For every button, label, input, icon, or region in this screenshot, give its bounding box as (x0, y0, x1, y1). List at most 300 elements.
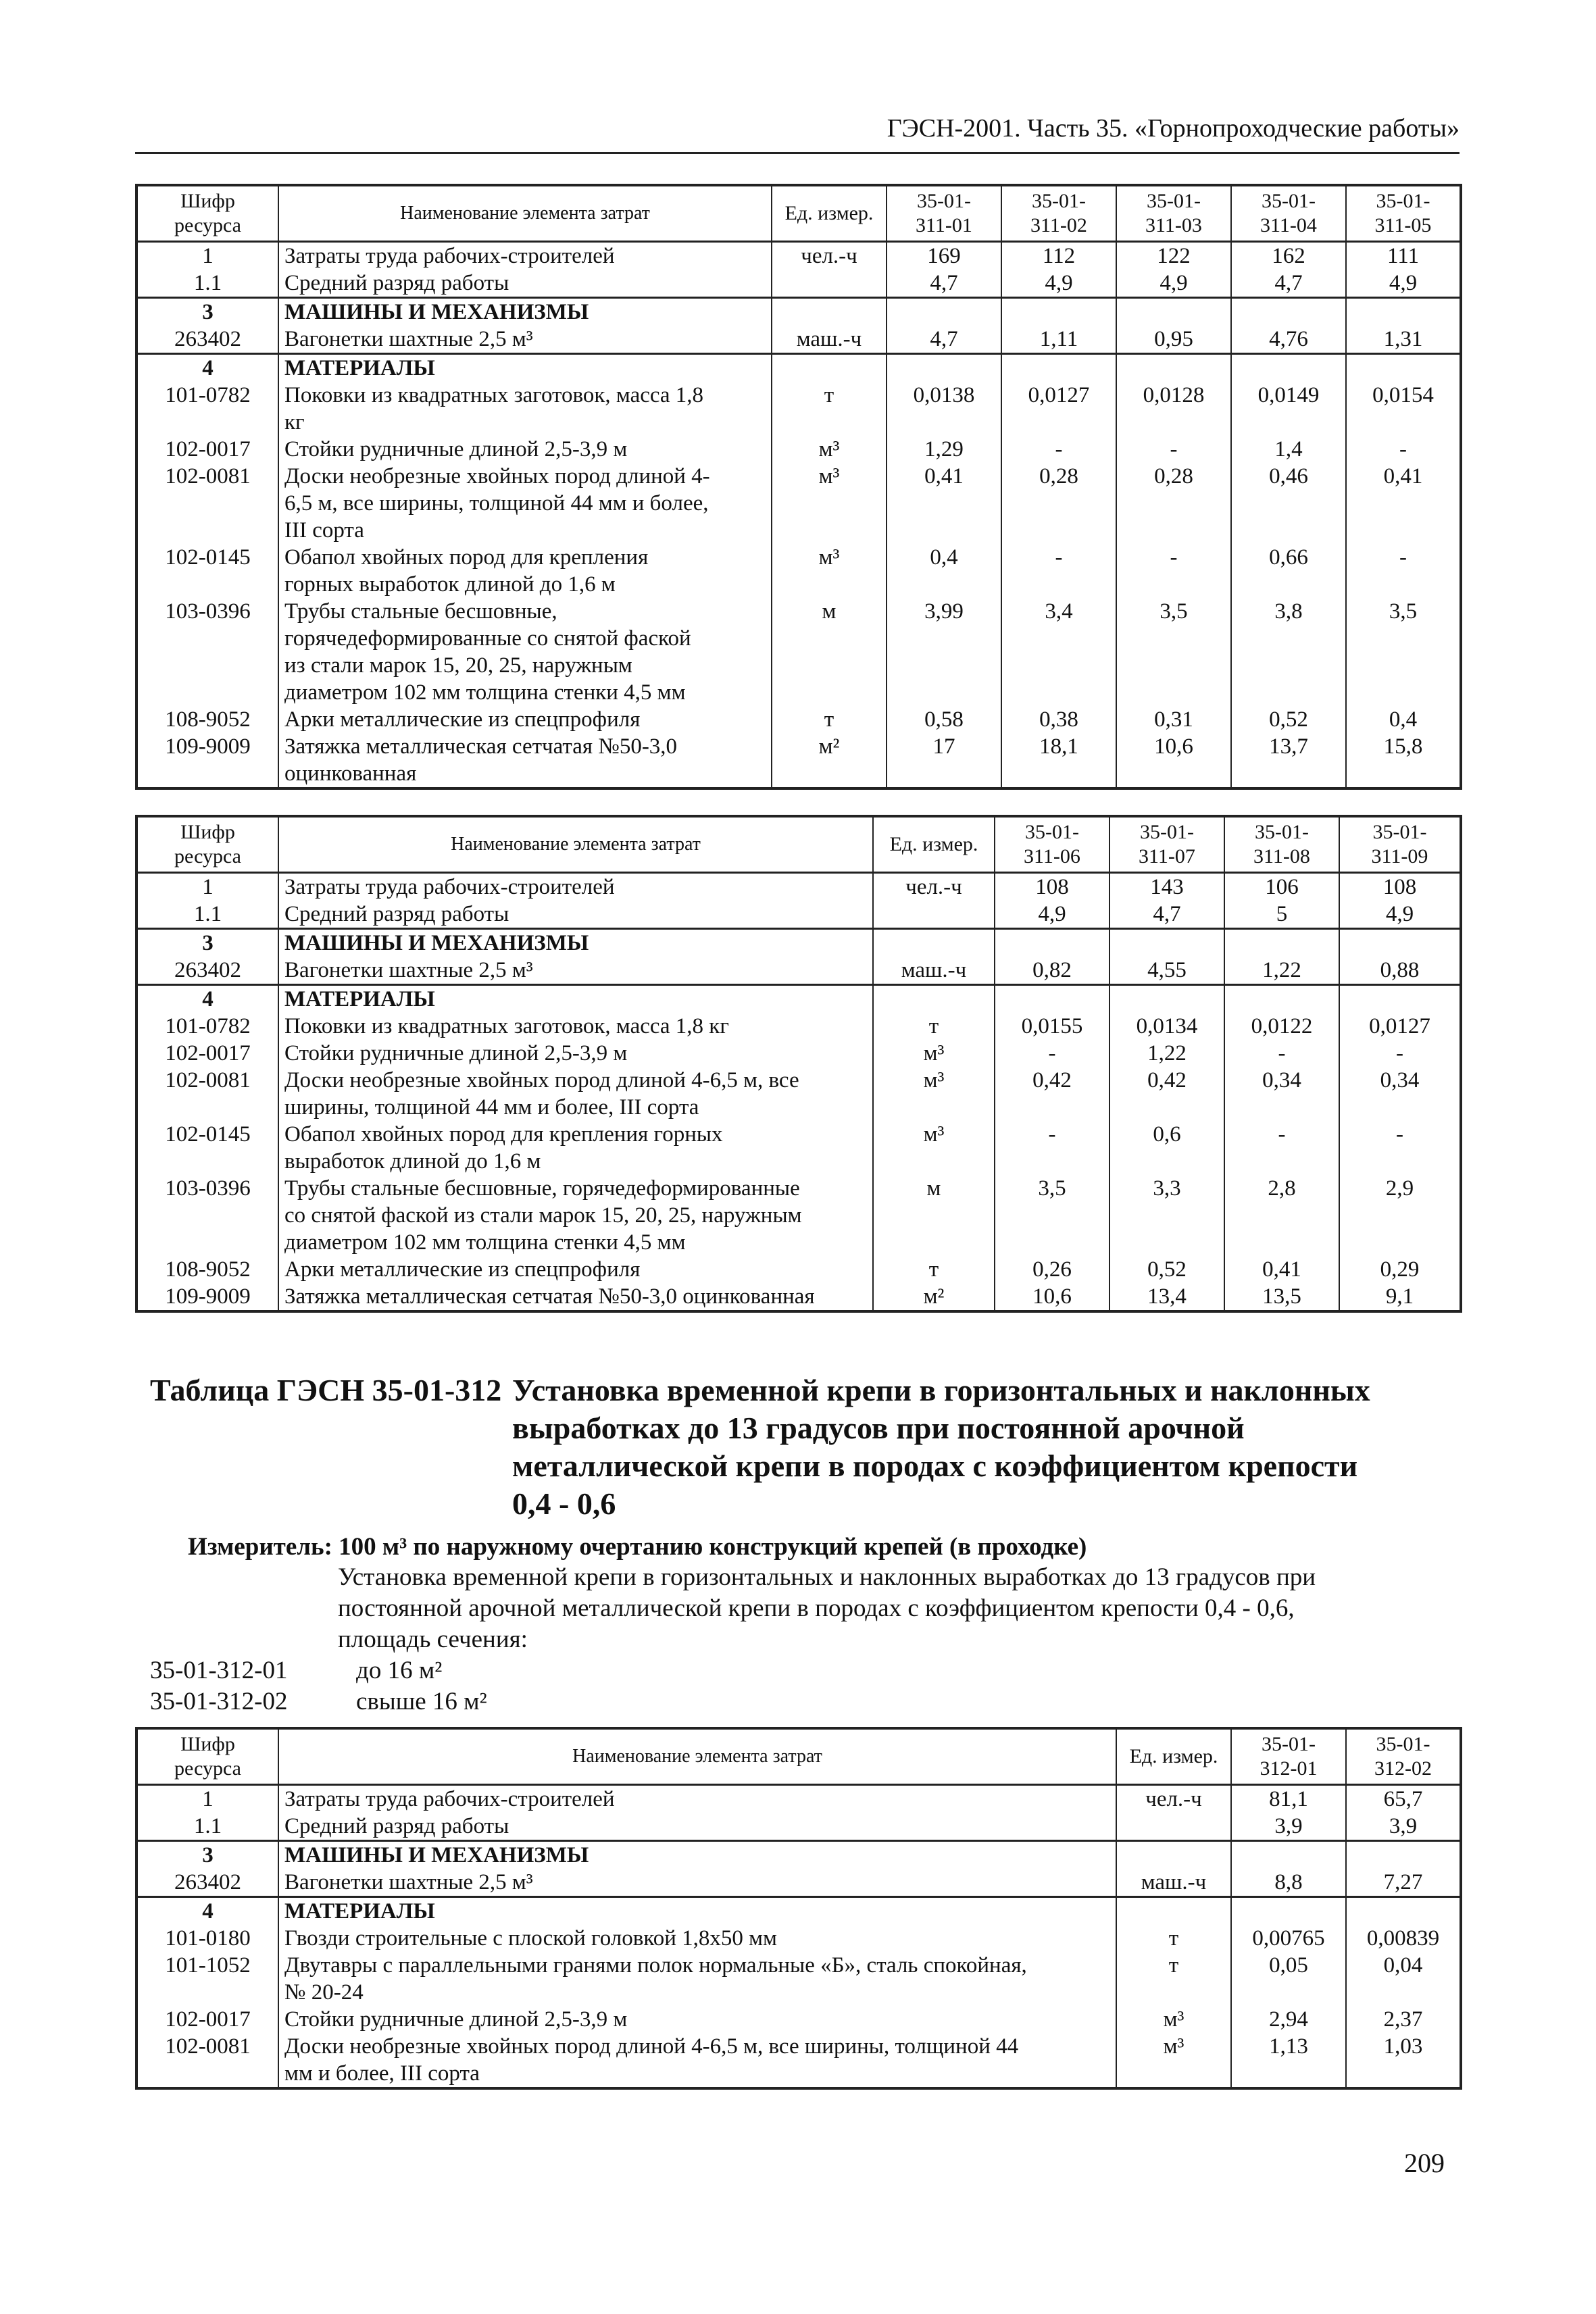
table-row (136, 1897, 1461, 1926)
resource-table-311-01-05 (135, 184, 1462, 790)
table-row (136, 354, 1461, 382)
norm-value (1339, 929, 1461, 957)
header-name: Наименование элемента затрат (278, 1728, 1116, 1785)
norm-value: 2,94 (1231, 2006, 1346, 2033)
norm-value: 0,05 (1231, 1952, 1346, 2006)
resource-code: 108-9052 (136, 1256, 278, 1283)
resource-name (278, 242, 772, 270)
norm-value: 0,0127 (1339, 1013, 1461, 1040)
norm-value: - (1224, 1121, 1339, 1175)
resource-name (278, 270, 772, 298)
header-norm-line: 311-06 (1024, 845, 1080, 867)
resource-code: 102-0145 (136, 1121, 278, 1175)
norm-value: 0,52 (1231, 706, 1346, 733)
resource-unit: м³ (772, 463, 887, 544)
resource-code: 102-0081 (136, 2033, 278, 2088)
norm-value (1346, 1841, 1461, 1869)
norm-value (995, 985, 1109, 1013)
norm-value: 0,0134 (1109, 1013, 1224, 1040)
resource-unit (772, 270, 887, 298)
table-row (136, 733, 1461, 788)
norm-value: 0,88 (1339, 957, 1461, 985)
header-norm-line: 35-01- (1140, 821, 1194, 843)
norm-value: 0,4 (1346, 706, 1461, 733)
norm-value: 3,9 (1231, 1813, 1346, 1841)
norm-value: 0,4 (887, 544, 1001, 598)
header-norm-line: 312-01 (1260, 1757, 1318, 1780)
norm-value: 0,0155 (995, 1013, 1109, 1040)
resource-name (278, 1175, 873, 1256)
norm-value: 2,9 (1339, 1175, 1461, 1256)
resource-name (278, 544, 772, 598)
header-norm-code (995, 816, 1109, 873)
resource-code: 263402 (136, 957, 278, 985)
header-norm-line: 35-01- (1025, 821, 1079, 843)
norm-value: 4,7 (887, 326, 1001, 354)
resource-name (278, 957, 873, 985)
norm-value: 0,04 (1346, 1952, 1461, 2006)
measure-unit: Измеритель: 100 м³ по наружному очертанию конструкций крепей (в проходке) (188, 1533, 1087, 1561)
norm-value: 4,9 (1339, 901, 1461, 929)
resource-unit: чел.-ч (772, 242, 887, 270)
norm-value: 4,9 (1116, 270, 1231, 298)
resource-name-line: оцинкованная (284, 761, 417, 786)
header-norm-line: 35-01- (1262, 190, 1316, 212)
resource-unit: м² (772, 733, 887, 788)
resource-name (278, 1952, 1116, 2006)
table-header (136, 185, 1461, 242)
resource-unit: чел.-ч (1116, 1785, 1231, 1813)
resource-code: 103-0396 (136, 1175, 278, 1256)
resource-name-line: III сорта (284, 518, 364, 543)
resource-unit: м³ (772, 436, 887, 463)
running-header: ГЭСН-2001. Часть 35. «Горнопроходческие работы» (135, 114, 1460, 154)
norm-value (1224, 985, 1339, 1013)
table-row (136, 598, 1461, 706)
table-row (136, 1256, 1461, 1283)
norm-value: 4,55 (1109, 957, 1224, 985)
header-code-line: ресурса (174, 214, 241, 236)
resource-unit: т (1116, 1952, 1231, 2006)
norm-value: - (995, 1040, 1109, 1067)
resource-name (278, 2033, 1116, 2088)
resource-name-line: выработок длиной до 1,6 м (284, 1149, 541, 1174)
description-line: Установка временной крепи в горизонтальных и наклонных выработках до 13 градусов при (338, 1563, 1316, 1591)
norm-value: 108 (995, 873, 1109, 901)
resource-name (278, 1121, 873, 1175)
header-code (136, 816, 278, 873)
norm-value: - (1116, 436, 1231, 463)
norm-value: 1,31 (1346, 326, 1461, 354)
norm-value: 9,1 (1339, 1283, 1461, 1311)
norm-value: 0,34 (1339, 1067, 1461, 1121)
resource-code: 102-0145 (136, 544, 278, 598)
norm-value: 143 (1109, 873, 1224, 901)
header-norm-line: 35-01- (1147, 190, 1201, 212)
header-norm-line: 311-03 (1145, 214, 1202, 236)
norm-value: 0,0149 (1231, 382, 1346, 436)
header-norm-line: 311-08 (1253, 845, 1310, 867)
resource-unit: маш.-ч (873, 957, 995, 985)
table-row (136, 706, 1461, 733)
resource-unit: м³ (873, 1067, 995, 1121)
header-norm-line: 35-01- (1255, 821, 1309, 843)
norm-value: 0,82 (995, 957, 1109, 985)
norm-value: 0,38 (1001, 706, 1116, 733)
header-norm-line: 311-02 (1030, 214, 1087, 236)
norm-value: - (1001, 544, 1116, 598)
norm-value: 3,4 (1001, 598, 1116, 706)
norm-value: 108 (1339, 873, 1461, 901)
table-body (136, 873, 1461, 1312)
norm-value: 0,00839 (1346, 1925, 1461, 1952)
resource-code: 102-0081 (136, 1067, 278, 1121)
resource-name (278, 1841, 1116, 1869)
header-code-line: ресурса (174, 845, 241, 867)
resource-name (278, 382, 772, 436)
resource-name (278, 1040, 873, 1067)
resource-code: 101-0180 (136, 1925, 278, 1952)
table-row (136, 436, 1461, 463)
norm-value: 0,41 (1224, 1256, 1339, 1283)
norm-value (1346, 354, 1461, 382)
header-norm-line: 311-04 (1260, 214, 1317, 236)
header-norm-line: 35-01- (1032, 190, 1086, 212)
norm-value: 65,7 (1346, 1785, 1461, 1813)
norm-value: 3,5 (1116, 598, 1231, 706)
table-row (136, 326, 1461, 354)
table-row (136, 1869, 1461, 1897)
resource-name-line: Средний разряд работы (284, 271, 509, 295)
resource-name (278, 1813, 1116, 1841)
resource-unit: м³ (873, 1121, 995, 1175)
header-norm-code (887, 185, 1001, 242)
table-header (136, 1728, 1461, 1785)
norm-value: 0,00765 (1231, 1925, 1346, 1952)
resource-unit: м³ (772, 544, 887, 598)
norm-value: 18,1 (1001, 733, 1116, 788)
norm-value: 81,1 (1231, 1785, 1346, 1813)
resource-name-line: Вагонетки шахтные 2,5 м³ (284, 327, 533, 351)
table-row (136, 985, 1461, 1013)
resource-code: 263402 (136, 1869, 278, 1897)
resource-unit: чел.-ч (873, 873, 995, 901)
norm-value (1231, 1841, 1346, 1869)
resource-name-line: Поковки из квадратных заготовок, масса 1,8 (284, 383, 704, 407)
variant-code: 35-01-312-02 (150, 1688, 288, 1715)
resource-code: 101-1052 (136, 1952, 278, 2006)
table-row (136, 2033, 1461, 2088)
header-code-line: Шифр (180, 190, 235, 212)
header-norm-code (1231, 1728, 1346, 1785)
header-norm-line: 311-01 (916, 214, 972, 236)
resource-name-line: Поковки из квадратных заготовок, масса 1,8 кг (284, 1014, 729, 1038)
resource-name-line: Затяжка металлическая сетчатая №50-3,0 оцинкованная (284, 1284, 815, 1309)
norm-value: 169 (887, 242, 1001, 270)
resource-name-line: диаметром 102 мм толщина стенки 4,5 мм (284, 1230, 686, 1255)
resource-name-line: горных выработок длиной до 1,6 м (284, 572, 616, 597)
resource-code: 101-0782 (136, 1013, 278, 1040)
norm-value (1231, 1897, 1346, 1926)
header-norm-code (1109, 816, 1224, 873)
table-row (136, 544, 1461, 598)
header-norm-code (1346, 1728, 1461, 1785)
resource-code: 1.1 (136, 901, 278, 929)
resource-name-line: Обапол хвойных пород для крепления горных (284, 1122, 723, 1147)
norm-value: 10,6 (995, 1283, 1109, 1311)
table-body (136, 242, 1461, 789)
norm-value: 0,58 (887, 706, 1001, 733)
resource-name-line: МАШИНЫ И МЕХАНИЗМЫ (284, 1843, 589, 1867)
resource-name (278, 298, 772, 326)
norm-value: 0,66 (1231, 544, 1346, 598)
header-norm-line: 311-09 (1371, 845, 1428, 867)
table-row (136, 1925, 1461, 1952)
norm-value: - (1346, 436, 1461, 463)
norm-value: 0,28 (1001, 463, 1116, 544)
table-title-line: выработках до 13 градусов при постоянной арочной (512, 1411, 1245, 1445)
variant-text: свыше 16 м² (356, 1688, 487, 1715)
norm-value: 4,9 (995, 901, 1109, 929)
resource-name-line: Двутавры с параллельными гранями полок нормальные «Б», сталь спокойная, (284, 1953, 1027, 1978)
header-unit: Ед. измер. (772, 185, 887, 242)
norm-value: 3,5 (1346, 598, 1461, 706)
resource-name-line: со снятой фаской из стали марок 15, 20, 25, наружным (284, 1203, 802, 1228)
norm-value: - (1116, 544, 1231, 598)
norm-value (1339, 985, 1461, 1013)
norm-value: - (1339, 1121, 1461, 1175)
norm-value: 5 (1224, 901, 1339, 929)
resource-name-line: из стали марок 15, 20, 25, наружным (284, 653, 632, 678)
resource-name-line: кг (284, 410, 305, 434)
norm-value: - (995, 1121, 1109, 1175)
resource-name (278, 929, 873, 957)
resource-code: 109-9009 (136, 733, 278, 788)
header-name: Наименование элемента затрат (278, 185, 772, 242)
resource-unit: м³ (1116, 2006, 1231, 2033)
resource-name-line: МАТЕРИАЛЫ (284, 356, 435, 380)
header-code-line: Шифр (180, 1733, 235, 1755)
header-code-line: Шифр (180, 821, 235, 843)
resource-name-line: Стойки рудничные длиной 2,5-3,9 м (284, 1041, 628, 1065)
norm-value: 3,5 (995, 1175, 1109, 1256)
norm-value: - (1346, 544, 1461, 598)
table-row (136, 1067, 1461, 1121)
resource-code: 4 (136, 354, 278, 382)
norm-value: 0,42 (995, 1067, 1109, 1121)
resource-code: 1.1 (136, 270, 278, 298)
norm-value: - (1001, 436, 1116, 463)
norm-value (1346, 1897, 1461, 1926)
table-title-label: Таблица ГЭСН 35-01-312 (150, 1373, 502, 1407)
resource-name-line: Доски необрезные хвойных пород длиной 4-6,5 м, все ширины, толщиной 44 (284, 2034, 1019, 2059)
norm-value: 112 (1001, 242, 1116, 270)
resource-name (278, 436, 772, 463)
resource-name-line: МАТЕРИАЛЫ (284, 1899, 435, 1923)
norm-value: 0,26 (995, 1256, 1109, 1283)
resource-name (278, 901, 873, 929)
resource-name-line: Стойки рудничные длиной 2,5-3,9 м (284, 437, 628, 461)
resource-code: 1 (136, 873, 278, 901)
table-row (136, 382, 1461, 436)
header-norm-line: 35-01- (1376, 1733, 1430, 1755)
norm-value: 0,0128 (1116, 382, 1231, 436)
norm-value: 0,41 (1346, 463, 1461, 544)
resource-name-line: Средний разряд работы (284, 902, 509, 926)
norm-value: 0,41 (887, 463, 1001, 544)
norm-value (1231, 298, 1346, 326)
norm-value: 13,7 (1231, 733, 1346, 788)
table-row (136, 957, 1461, 985)
resource-unit: м³ (1116, 2033, 1231, 2088)
norm-value (887, 298, 1001, 326)
norm-value: 4,9 (1001, 270, 1116, 298)
variant-row (150, 1655, 487, 1686)
table-title-line: Установка временной крепи в горизонтальных и наклонных (512, 1373, 1370, 1407)
norm-value: 4,7 (1109, 901, 1224, 929)
norm-value: 3,9 (1346, 1813, 1461, 1841)
header-row (136, 185, 1461, 242)
resource-unit (1116, 1897, 1231, 1926)
resource-name (278, 1283, 873, 1311)
resource-name-line: Средний разряд работы (284, 1814, 509, 1838)
resource-unit: т (772, 382, 887, 436)
table-row (136, 298, 1461, 326)
resource-unit: т (873, 1256, 995, 1283)
norm-value (1116, 298, 1231, 326)
description-line: постоянной арочной металлической крепи в породах с коэффициентом крепости 0,4 - 0,6, (338, 1594, 1295, 1622)
variants-list (150, 1655, 487, 1717)
norm-value (1001, 354, 1116, 382)
norm-value: 111 (1346, 242, 1461, 270)
resource-name (278, 733, 772, 788)
variant-row (150, 1686, 487, 1717)
resource-code: 101-0782 (136, 382, 278, 436)
resource-name-line: Вагонетки шахтные 2,5 м³ (284, 958, 533, 982)
resource-name (278, 598, 772, 706)
resource-name-line: МАШИНЫ И МЕХАНИЗМЫ (284, 931, 589, 955)
header-norm-code (1346, 185, 1461, 242)
table-row (136, 1013, 1461, 1040)
resource-code: 1 (136, 1785, 278, 1813)
resource-name-line: ширины, толщиной 44 мм и более, III сорта (284, 1095, 699, 1120)
header-norm-line: 312-02 (1374, 1757, 1432, 1780)
norm-value (1109, 929, 1224, 957)
norm-value: 15,8 (1346, 733, 1461, 788)
resource-name-line: Затраты труда рабочих-строителей (284, 1787, 615, 1811)
table-row (136, 1813, 1461, 1841)
norm-value: 0,28 (1116, 463, 1231, 544)
table-row (136, 1952, 1461, 2006)
resource-unit: м (873, 1175, 995, 1256)
norm-value: 3,99 (887, 598, 1001, 706)
resource-unit (1116, 1813, 1231, 1841)
table-body (136, 1785, 1461, 2089)
norm-value: 8,8 (1231, 1869, 1346, 1897)
resource-unit: м (772, 598, 887, 706)
norm-value: 0,0122 (1224, 1013, 1339, 1040)
norm-value: 1,03 (1346, 2033, 1461, 2088)
norm-value: 1,4 (1231, 436, 1346, 463)
resource-code: 103-0396 (136, 598, 278, 706)
table-row (136, 1040, 1461, 1067)
norm-value: 17 (887, 733, 1001, 788)
page-number: 209 (1404, 2148, 1445, 2178)
resource-name (278, 2006, 1116, 2033)
table-row (136, 270, 1461, 298)
resource-code: 3 (136, 298, 278, 326)
header-norm-code (1116, 185, 1231, 242)
resource-code: 3 (136, 929, 278, 957)
norm-value: 13,5 (1224, 1283, 1339, 1311)
norm-value: 13,4 (1109, 1283, 1224, 1311)
resource-unit (873, 901, 995, 929)
norm-value: 0,0154 (1346, 382, 1461, 436)
resource-code: 102-0017 (136, 436, 278, 463)
norm-value (1001, 298, 1116, 326)
resource-name-line: Доски необрезные хвойных пород длиной 4- (284, 464, 710, 488)
resource-name (278, 706, 772, 733)
resource-code: 108-9052 (136, 706, 278, 733)
resource-unit: т (1116, 1925, 1231, 1952)
norm-value: 0,34 (1224, 1067, 1339, 1121)
resource-name-line: Доски необрезные хвойных пород длиной 4-6,5 м, все (284, 1068, 799, 1092)
resource-name-line: Трубы стальные бесшовные, горячедеформированные (284, 1176, 800, 1201)
resource-name (278, 985, 873, 1013)
resource-name (278, 1256, 873, 1283)
norm-value: 2,37 (1346, 2006, 1461, 2033)
resource-code: 102-0017 (136, 1040, 278, 1067)
resource-name-line: Стойки рудничные длиной 2,5-3,9 м (284, 2007, 628, 2032)
norm-value: - (1224, 1040, 1339, 1067)
norm-value (1224, 929, 1339, 957)
resource-name-line: МАТЕРИАЛЫ (284, 987, 435, 1011)
header-norm-line: 311-05 (1374, 214, 1432, 236)
table-row (136, 873, 1461, 901)
table-row (136, 1121, 1461, 1175)
variant-text: до 16 м² (356, 1657, 443, 1684)
table-row (136, 1283, 1461, 1311)
resource-name (278, 1925, 1116, 1952)
resource-name-line: горячедеформированные со снятой фаской (284, 626, 691, 651)
resource-name (278, 873, 873, 901)
norm-value (1116, 354, 1231, 382)
norm-value: 0,52 (1109, 1256, 1224, 1283)
norm-value: 7,27 (1346, 1869, 1461, 1897)
norm-value: 1,22 (1109, 1040, 1224, 1067)
header-norm-code (1231, 185, 1346, 242)
norm-value: 0,6 (1109, 1121, 1224, 1175)
resource-unit (873, 985, 995, 1013)
header-norm-line: 35-01- (1262, 1733, 1316, 1755)
table-row (136, 242, 1461, 270)
resource-unit: м³ (873, 1040, 995, 1067)
header-code (136, 185, 278, 242)
norm-value: 106 (1224, 873, 1339, 901)
resource-unit (873, 929, 995, 957)
resource-name-line: Вагонетки шахтные 2,5 м³ (284, 1870, 533, 1894)
header-code (136, 1728, 278, 1785)
resource-unit: маш.-ч (772, 326, 887, 354)
header-norm-code (1001, 185, 1116, 242)
resource-code: 1 (136, 242, 278, 270)
resource-name-line: Затраты труда рабочих-строителей (284, 875, 615, 899)
norm-value: 0,42 (1109, 1067, 1224, 1121)
header-name: Наименование элемента затрат (278, 816, 873, 873)
resource-name-line: № 20-24 (284, 1980, 364, 2005)
resource-name (278, 326, 772, 354)
norm-value: 4,9 (1346, 270, 1461, 298)
